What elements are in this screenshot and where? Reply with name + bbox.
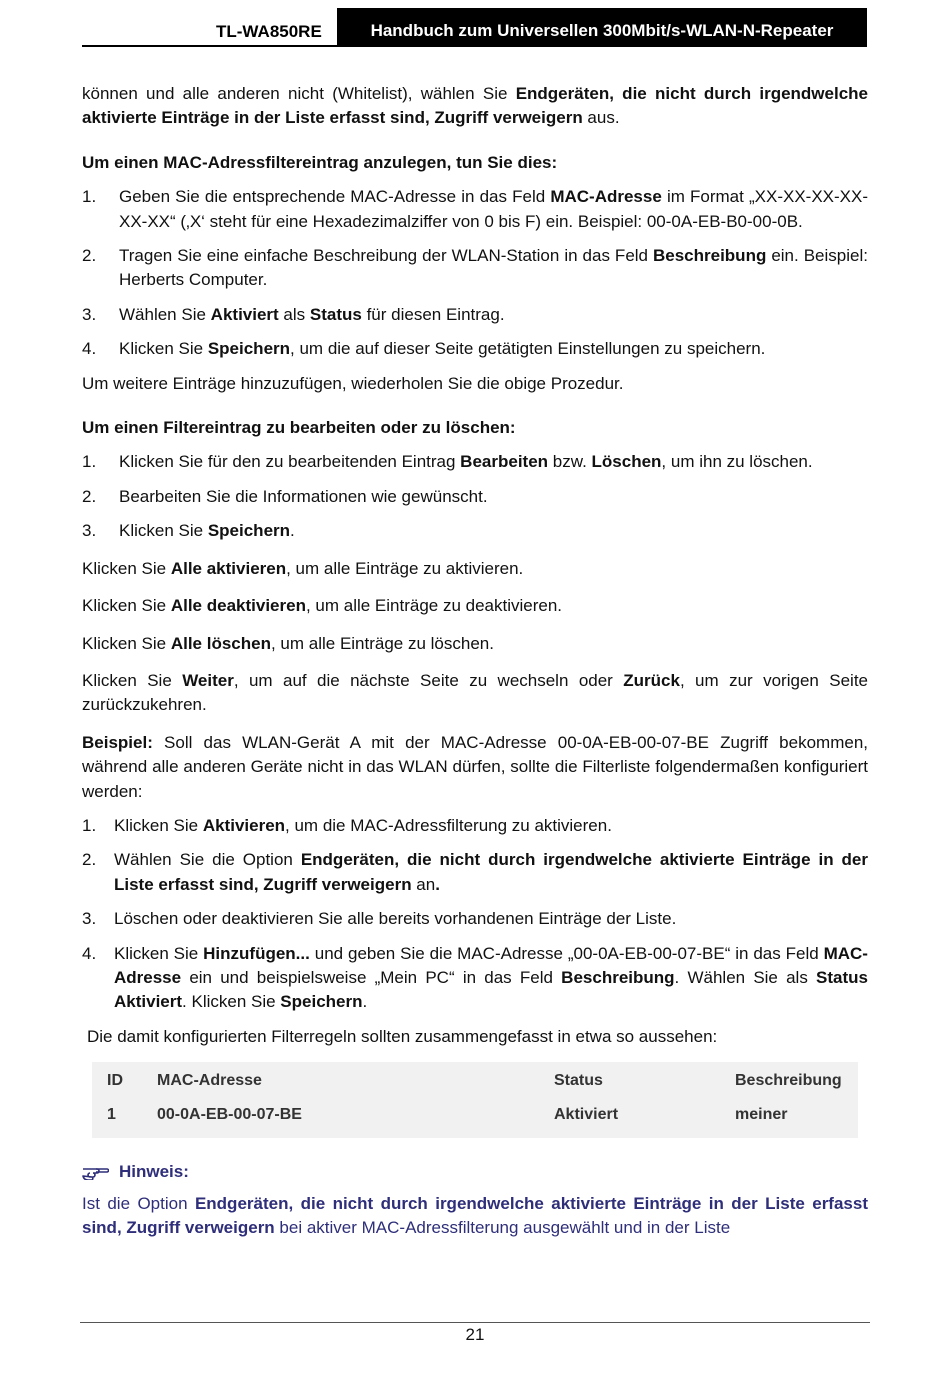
footer-divider bbox=[80, 1322, 870, 1323]
header-model: TL-WA850RE bbox=[216, 22, 322, 41]
text: Soll das WLAN-Gerät A mit der MAC-Adresse 00-0A-EB-00-07-BE Zugriff bekommen, während alle anderen Geräte nicht in das WLAN dürfen, sollte die Filterliste folgendermaßen konfiguriert werden: bbox=[82, 732, 868, 801]
text: Klicken Sie bbox=[119, 521, 208, 541]
text: . bbox=[290, 521, 295, 541]
table-header-description: Beschreibung bbox=[735, 1072, 842, 1090]
bold-text: Aktiviert bbox=[210, 304, 279, 324]
text: Klicken Sie bbox=[82, 670, 183, 690]
note-heading bbox=[82, 1160, 868, 1184]
step-number: 2. bbox=[82, 486, 97, 506]
list-item bbox=[82, 942, 868, 1015]
action-delete-all bbox=[82, 632, 868, 656]
text: Klicken Sie bbox=[82, 558, 171, 578]
text: Löschen oder deaktivieren Sie alle bereits vorhandenen Einträge der Liste. bbox=[114, 909, 677, 929]
header-title: Handbuch zum Universellen 300Mbit/s-WLAN-N-Repeater bbox=[337, 8, 867, 45]
text: für diesen Eintrag. bbox=[361, 304, 505, 324]
bold-text: Weiter bbox=[182, 670, 234, 690]
edit-entry-heading: Um einen Filtereintrag zu bearbeiten oder zu löschen: bbox=[82, 418, 516, 438]
bold-text: Speichern bbox=[207, 521, 291, 541]
text: aus. bbox=[582, 108, 620, 128]
bold-text: Alle aktivieren bbox=[170, 558, 287, 578]
intro-paragraph bbox=[82, 82, 868, 131]
bold-text: MAC-Adresse bbox=[114, 943, 868, 987]
text: , um alle Einträge zu löschen. bbox=[270, 633, 494, 653]
text: . Klicken Sie bbox=[182, 992, 281, 1012]
list-item bbox=[82, 244, 868, 293]
note-label: Hinweis: bbox=[119, 1162, 189, 1182]
text: Klicken Sie bbox=[82, 596, 171, 616]
bold-text: Beschreibung bbox=[561, 967, 675, 987]
bold-text: Alle löschen bbox=[170, 633, 271, 653]
text: Wählen Sie bbox=[119, 304, 211, 324]
text: an bbox=[411, 874, 436, 894]
text: und geben Sie die MAC-Adresse „00-0A-EB-00-07-BE“ in das Feld bbox=[309, 943, 824, 963]
bold-text: Status Aktiviert bbox=[114, 967, 869, 1012]
text: , um die auf dieser Seite getätigten Einstellungen zu speichern. bbox=[290, 339, 766, 359]
bold-text: Hinzufügen... bbox=[203, 943, 310, 963]
page-header bbox=[82, 8, 867, 47]
text: Bearbeiten Sie die Informationen wie gewünscht. bbox=[119, 486, 488, 506]
text: . bbox=[362, 992, 368, 1012]
text: Tragen Sie eine einfache Beschreibung der WLAN-Station in das Feld bbox=[119, 246, 653, 266]
bold-text: Alle deaktivieren bbox=[170, 596, 306, 616]
text: , um alle Einträge zu deaktivieren. bbox=[305, 596, 563, 616]
text: , um die MAC-Adressfilterung zu aktivieren. bbox=[285, 815, 612, 835]
table-cell-status: Aktiviert bbox=[554, 1106, 619, 1124]
repeat-note: Um weitere Einträge hinzuzufügen, wiederholen Sie die obige Prozedur. bbox=[82, 373, 624, 393]
bold-text: Endgeräten, die nicht durch irgendwelche aktivierte Einträge in der Liste erfasst sind, Zugriff verweigern bbox=[114, 850, 868, 894]
list-item bbox=[82, 907, 868, 931]
pointing-hand-icon bbox=[82, 1164, 109, 1180]
text: Klicken Sie bbox=[114, 943, 204, 963]
add-entry-heading: Um einen MAC-Adressfiltereintrag anzulegen, tun Sie dies: bbox=[82, 152, 558, 172]
list-item bbox=[82, 185, 868, 234]
text: Klicken Sie für den zu bearbeitenden Eintrag bbox=[119, 452, 461, 472]
table-cell-description: meiner bbox=[735, 1106, 788, 1124]
text: ein. Beispiel: Herberts Computer. bbox=[119, 246, 868, 290]
example-label: Beispiel: bbox=[82, 732, 153, 752]
page-number: 21 bbox=[465, 1325, 485, 1344]
step-number: 2. bbox=[82, 850, 97, 870]
action-enable-all bbox=[82, 557, 868, 581]
step-number: 3. bbox=[82, 521, 97, 541]
add-entry-steps bbox=[82, 185, 868, 361]
table-header-id: ID bbox=[107, 1072, 123, 1090]
step-number: 1. bbox=[82, 815, 97, 835]
example-paragraph bbox=[82, 731, 868, 804]
text: Klicken Sie bbox=[82, 633, 171, 653]
step-number: 3. bbox=[82, 909, 97, 929]
table-cell-id: 1 bbox=[107, 1106, 116, 1124]
config-summary-line: Die damit konfigurierten Filterregeln sollten zusammengefasst in etwa so aussehen: bbox=[87, 1026, 718, 1046]
text: Klicken Sie bbox=[119, 339, 208, 359]
bold-text: Speichern bbox=[207, 339, 291, 359]
text: , um zur vorigen Seite zurückzukehren. bbox=[82, 670, 868, 715]
text: Wählen Sie die Option bbox=[114, 850, 301, 870]
text: Ist die Option bbox=[82, 1193, 195, 1213]
bold-text: Löschen bbox=[591, 452, 662, 472]
bold-text: Aktivieren bbox=[202, 815, 286, 835]
bold-text: Endgeräten, die nicht durch irgendwelche aktivierte Einträge in der Liste erfasst sind, Zugriff verweigern bbox=[82, 84, 868, 128]
list-item bbox=[82, 337, 868, 361]
text: im Format „XX-XX-XX-XX-XX-XX“ (‚X‘ steht für eine Hexadezimalziffer von 0 bis F) ein. Beispiel: 00-0A-EB-B0-00-0B. bbox=[119, 187, 868, 231]
step-number: 1. bbox=[82, 187, 97, 207]
text: ein und beispielsweise „Mein PC“ in das Feld bbox=[181, 967, 562, 987]
bold-text: Status bbox=[309, 304, 362, 324]
table-header-mac: MAC-Adresse bbox=[157, 1072, 262, 1090]
text: Klicken Sie bbox=[114, 815, 203, 835]
step-number: 4. bbox=[82, 943, 97, 963]
filter-table bbox=[92, 1062, 858, 1138]
step-number: 3. bbox=[82, 304, 97, 324]
text: , um ihn zu löschen. bbox=[661, 452, 813, 472]
step-number: 2. bbox=[82, 246, 97, 266]
list-item bbox=[82, 519, 868, 543]
table-header-status: Status bbox=[554, 1072, 603, 1090]
step-number: 4. bbox=[82, 339, 97, 359]
list-item bbox=[82, 450, 868, 474]
note-paragraph bbox=[82, 1192, 868, 1241]
text: . Wählen Sie als bbox=[674, 967, 817, 987]
list-item bbox=[82, 848, 868, 897]
text: Geben Sie die entsprechende MAC-Adresse in das Feld bbox=[119, 187, 551, 207]
step-number: 1. bbox=[82, 452, 97, 472]
example-steps bbox=[82, 814, 868, 1015]
bold-text: Endgeräten, die nicht durch irgendwelche aktivierte Einträge in der Liste erfasst sind, Zugriff verweigern bbox=[82, 1193, 868, 1237]
text: bei aktiver MAC-Adressfilterung ausgewählt und in der Liste bbox=[274, 1218, 731, 1237]
text: als bbox=[278, 304, 310, 324]
list-item bbox=[82, 814, 868, 838]
list-item bbox=[82, 303, 868, 327]
action-next-back bbox=[82, 669, 868, 718]
page-content bbox=[82, 82, 868, 1240]
table-cell-mac: 00-0A-EB-00-07-BE bbox=[157, 1106, 302, 1124]
text: können und alle anderen nicht (Whitelist), wählen Sie bbox=[82, 84, 516, 103]
bold-text: . bbox=[435, 874, 440, 894]
text: , um auf die nächste Seite zu wechseln oder bbox=[233, 670, 624, 690]
bold-text: Beschreibung bbox=[652, 246, 767, 266]
list-item bbox=[82, 485, 868, 509]
bold-text: Speichern bbox=[280, 992, 363, 1012]
bold-text: Zurück bbox=[623, 670, 680, 690]
edit-entry-steps bbox=[82, 450, 868, 543]
action-disable-all bbox=[82, 594, 868, 618]
text: , um alle Einträge zu aktivieren. bbox=[286, 558, 524, 578]
text: bzw. bbox=[548, 452, 592, 472]
bold-text: MAC-Adresse bbox=[550, 187, 662, 207]
bold-text: Bearbeiten bbox=[460, 452, 549, 472]
